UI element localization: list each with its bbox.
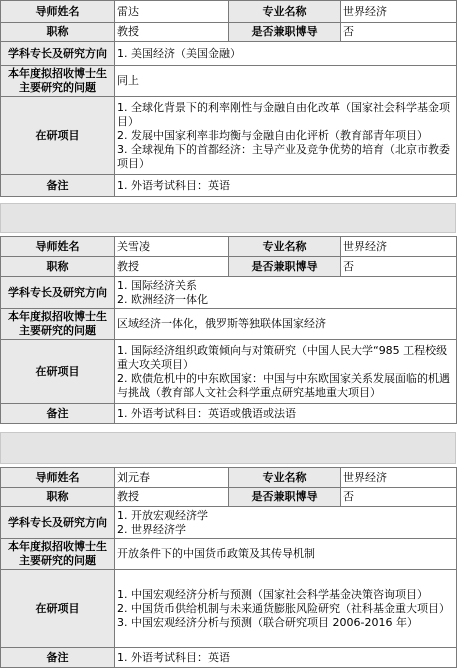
specialty-item: 1. 国际经济关系 bbox=[117, 278, 197, 292]
title-value: 教授 bbox=[115, 488, 229, 507]
research-issue-label: 本年度拟招收博士生主要研究的问题 bbox=[1, 539, 115, 570]
tutor-name-value: 关雪凌 bbox=[115, 237, 229, 257]
specialty-item: 2. 欧洲经济一体化 bbox=[117, 292, 208, 306]
title-value: 教授 bbox=[115, 23, 229, 42]
supervisor-value: 否 bbox=[341, 23, 457, 42]
title-label: 职称 bbox=[1, 23, 115, 42]
row-projects bbox=[1, 97, 457, 175]
row-title bbox=[1, 488, 457, 507]
row-remark bbox=[1, 175, 457, 197]
project-item: 3. 全球视角下的首都经济：主导产业及竞争优势的培育（北京市教委项目） bbox=[117, 142, 450, 170]
row-remark bbox=[1, 404, 457, 424]
supervisor-value: 否 bbox=[341, 257, 457, 277]
tutor-card bbox=[0, 236, 456, 424]
supervisor-label: 是否兼职博导 bbox=[229, 23, 341, 42]
tutor-table bbox=[0, 0, 457, 197]
tutor-table bbox=[0, 236, 457, 424]
specialty-value bbox=[115, 277, 457, 309]
project-item: 3. 中国宏观经济分析与预测（联合研究项目 2006-2016 年） bbox=[117, 615, 418, 629]
tutor-name-label: 导师姓名 bbox=[1, 237, 115, 257]
tutor-card bbox=[0, 0, 456, 197]
major-name-value: 世界经济 bbox=[341, 237, 457, 257]
tutor-card bbox=[0, 467, 456, 668]
research-issue-value: 区域经济一体化，俄罗斯等独联体国家经济 bbox=[115, 309, 457, 340]
remark-label: 备注 bbox=[1, 175, 115, 197]
project-item: 1. 全球化背景下的利率刚性与金融自由化改革（国家社会科学基金项目） bbox=[117, 100, 450, 128]
remark-label: 备注 bbox=[1, 404, 115, 424]
specialty-label: 学科专长及研究方向 bbox=[1, 507, 115, 539]
research-issue-value: 同上 bbox=[115, 66, 457, 97]
major-name-value: 世界经济 bbox=[341, 468, 457, 488]
section-spacer bbox=[0, 203, 456, 233]
specialty-item: 1. 美国经济（美国金融） bbox=[117, 46, 241, 60]
row-projects bbox=[1, 570, 457, 648]
project-item: 2. 中国货币供给机制与未来通货膨胀风险研究（社科基金重大项目） bbox=[117, 601, 450, 615]
projects-label: 在研项目 bbox=[1, 340, 115, 404]
major-name-label: 专业名称 bbox=[229, 1, 341, 23]
projects-value bbox=[115, 570, 457, 648]
row-specialty bbox=[1, 277, 457, 309]
supervisor-value: 否 bbox=[341, 488, 457, 507]
row-name bbox=[1, 1, 457, 23]
row-remark bbox=[1, 648, 457, 668]
specialty-item: 1. 开放宏观经济学 bbox=[117, 508, 208, 522]
project-item: 1. 中国宏观经济分析与预测（国家社会科学基金决策咨询项目） bbox=[117, 587, 428, 601]
tutor-name-label: 导师姓名 bbox=[1, 468, 115, 488]
title-label: 职称 bbox=[1, 488, 115, 507]
research-issue-value: 开放条件下的中国货币政策及其传导机制 bbox=[115, 539, 457, 570]
row-research-issue bbox=[1, 539, 457, 570]
title-value: 教授 bbox=[115, 257, 229, 277]
major-name-value: 世界经济 bbox=[341, 1, 457, 23]
major-name-label: 专业名称 bbox=[229, 237, 341, 257]
specialty-label: 学科专长及研究方向 bbox=[1, 277, 115, 309]
row-projects bbox=[1, 340, 457, 404]
remark-value: 1. 外语考试科目：英语或俄语或法语 bbox=[115, 404, 457, 424]
remark-value: 1. 外语考试科目：英语 bbox=[115, 175, 457, 197]
project-item: 2. 发展中国家利率非均衡与金融自由化评析（教育部青年项目） bbox=[117, 128, 428, 142]
projects-label: 在研项目 bbox=[1, 570, 115, 648]
projects-label: 在研项目 bbox=[1, 97, 115, 175]
supervisor-label: 是否兼职博导 bbox=[229, 488, 341, 507]
specialty-label: 学科专长及研究方向 bbox=[1, 42, 115, 66]
row-title bbox=[1, 257, 457, 277]
project-item: 1. 国际经济组织政策倾向与对策研究（中国人民大学“985 工程校级重大攻关项目） bbox=[117, 343, 448, 371]
tutor-name-value: 刘元春 bbox=[115, 468, 229, 488]
remark-label: 备注 bbox=[1, 648, 115, 668]
tutor-table bbox=[0, 467, 457, 668]
row-specialty bbox=[1, 42, 457, 66]
section-spacer bbox=[0, 432, 456, 464]
supervisor-label: 是否兼职博导 bbox=[229, 257, 341, 277]
specialty-item: 2. 世界经济学 bbox=[117, 522, 186, 536]
major-name-label: 专业名称 bbox=[229, 468, 341, 488]
row-research-issue bbox=[1, 66, 457, 97]
row-name bbox=[1, 468, 457, 488]
projects-value bbox=[115, 340, 457, 404]
specialty-value bbox=[115, 42, 457, 66]
tutor-name-label: 导师姓名 bbox=[1, 1, 115, 23]
row-name bbox=[1, 237, 457, 257]
row-research-issue bbox=[1, 309, 457, 340]
research-issue-label: 本年度拟招收博士生主要研究的问题 bbox=[1, 66, 115, 97]
remark-value: 1. 外语考试科目：英语 bbox=[115, 648, 457, 668]
projects-value bbox=[115, 97, 457, 175]
row-specialty bbox=[1, 507, 457, 539]
project-item: 2. 欧债危机中的中东欧国家：中国与中东欧国家关系发展面临的机遇与挑战（教育部人文社会科学重点研究基地重大项目） bbox=[117, 371, 450, 399]
title-label: 职称 bbox=[1, 257, 115, 277]
specialty-value bbox=[115, 507, 457, 539]
research-issue-label: 本年度拟招收博士生主要研究的问题 bbox=[1, 309, 115, 340]
row-title bbox=[1, 23, 457, 42]
tutor-name-value: 雷达 bbox=[115, 1, 229, 23]
